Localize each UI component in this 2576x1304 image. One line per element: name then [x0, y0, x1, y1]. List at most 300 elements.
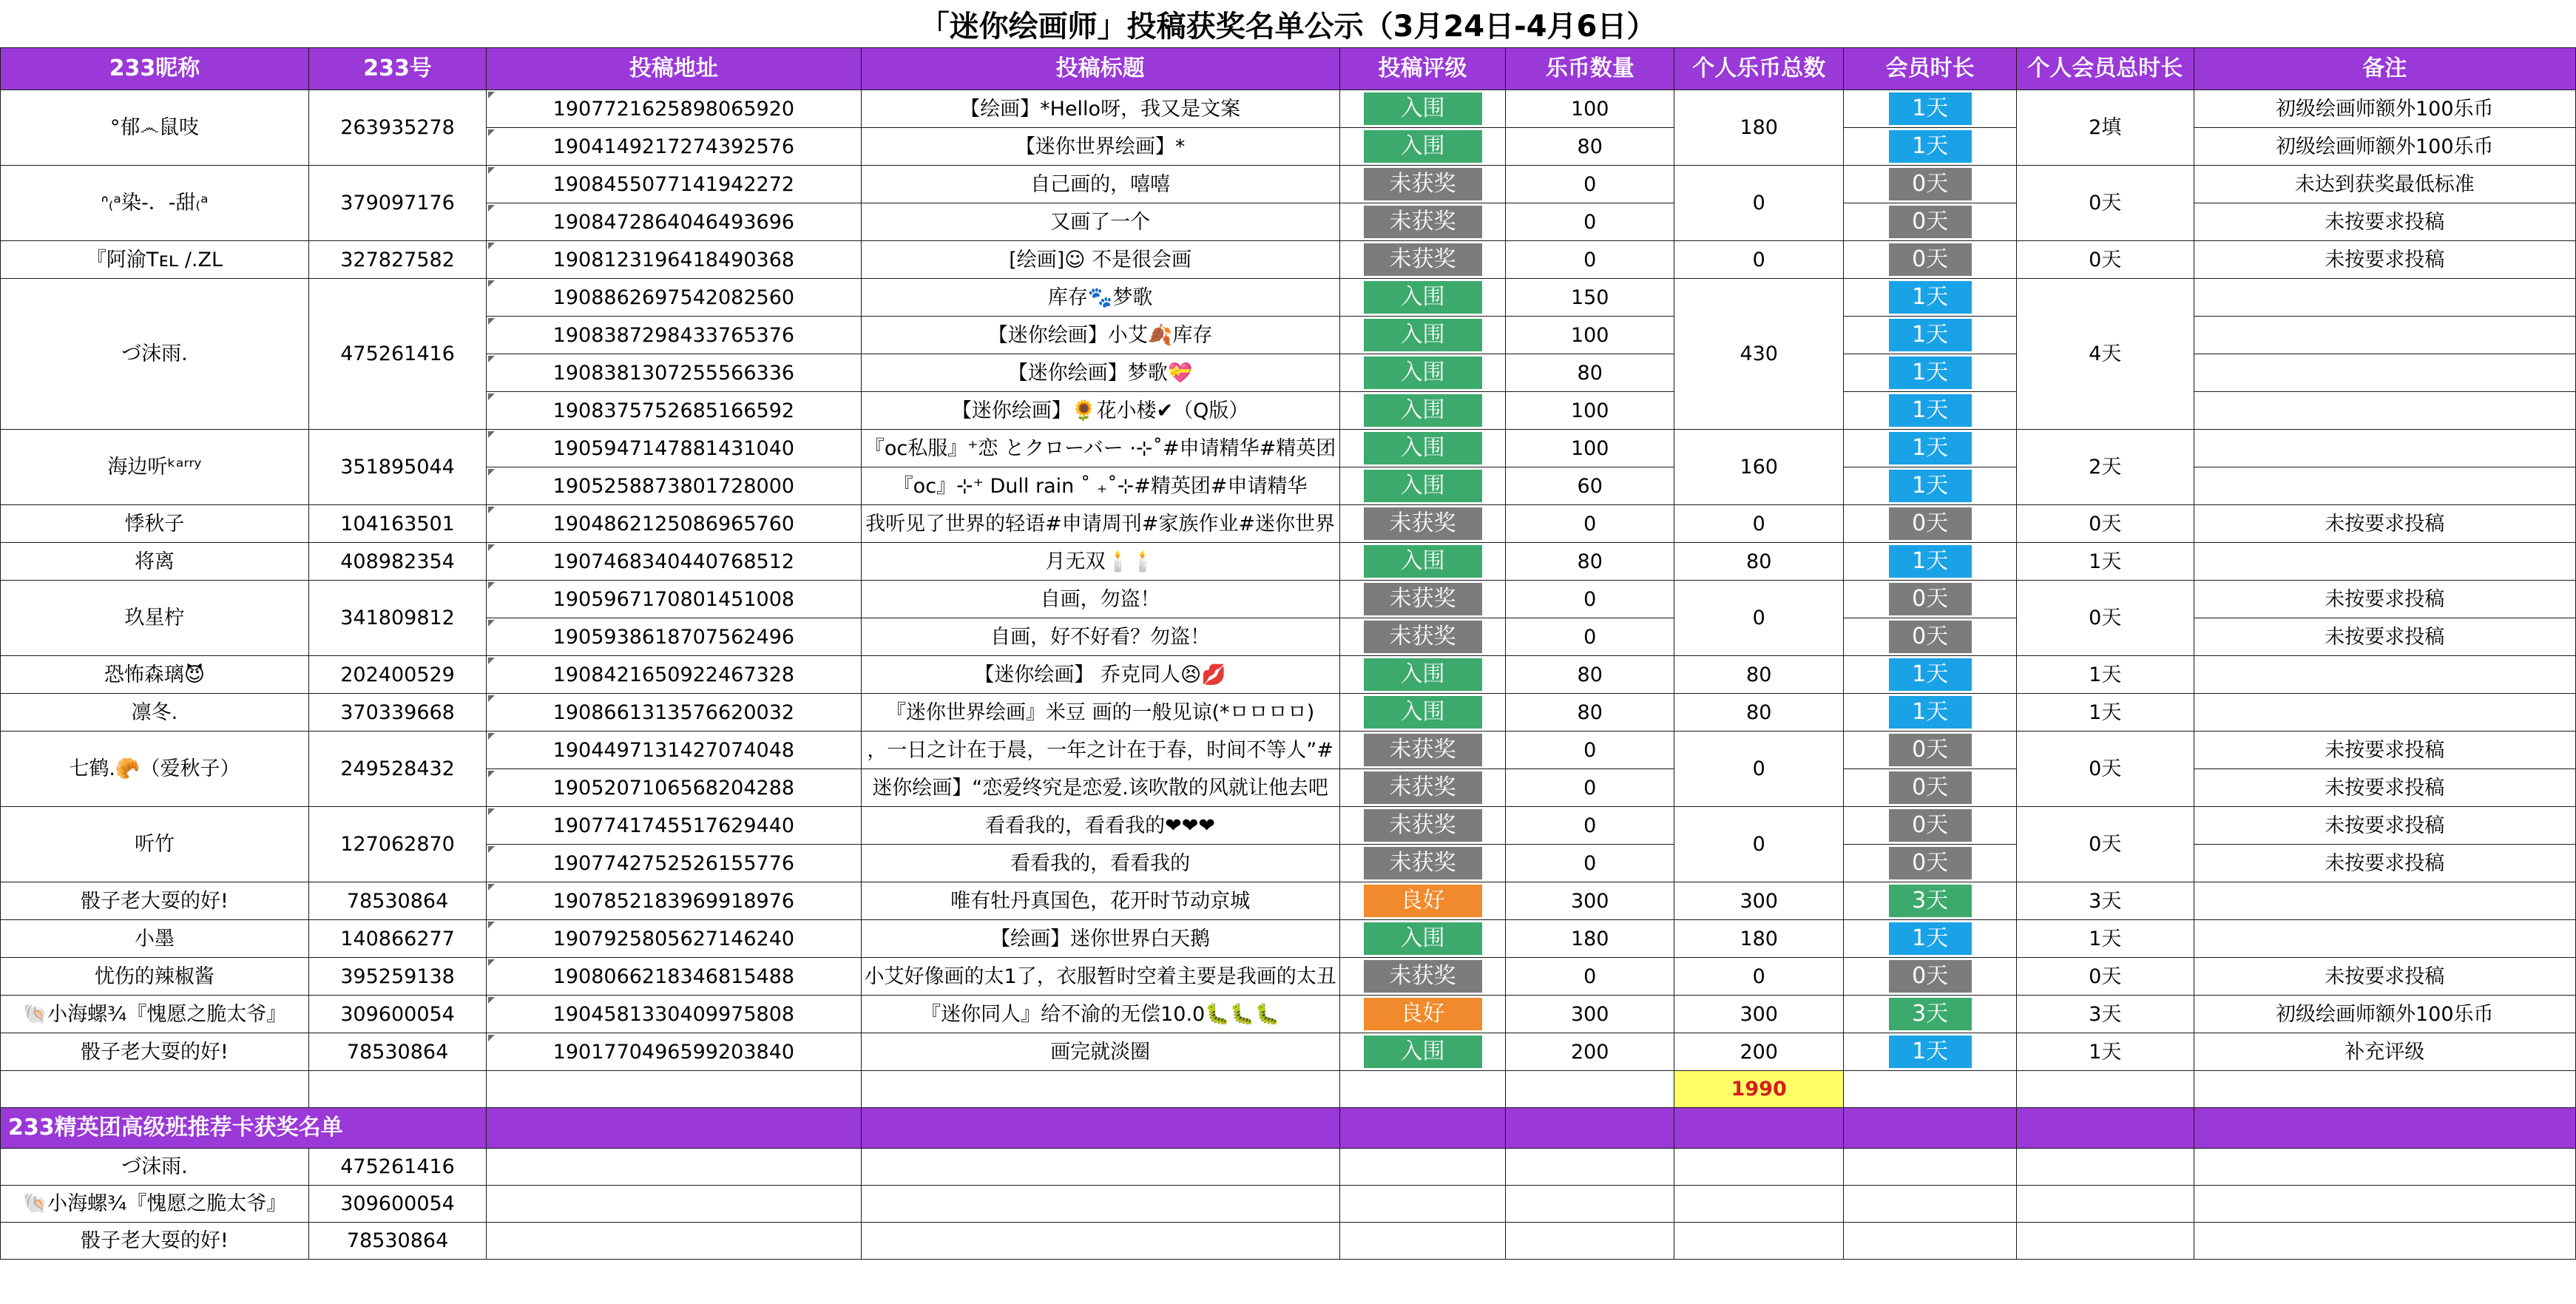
- empty-cell: [1506, 1071, 1674, 1108]
- empty-cell: [2017, 1149, 2194, 1186]
- uid-cell: 351895044: [308, 430, 486, 505]
- uid-cell: 78530864: [308, 882, 486, 920]
- rating-cell: [1339, 505, 1506, 543]
- note-cell: 未按要求投稿: [2194, 845, 2575, 882]
- membership-badge: 1天: [1889, 545, 1972, 578]
- empty-cell: [2194, 1071, 2575, 1108]
- total-coins-cell: 160: [1674, 430, 1844, 505]
- rating-cell: [1339, 996, 1506, 1033]
- membership-cell: [1844, 656, 2017, 694]
- title-cell: 【迷你绘画】🌻花小楼✔（Q版）: [861, 392, 1339, 430]
- rating-cell: [1339, 769, 1506, 807]
- total-coins-cell: 0: [1674, 958, 1844, 996]
- rating-badge: 入围: [1364, 696, 1482, 729]
- title-cell: 『迷你同人』给不渝的无偿10.0🐛🐛🐛: [861, 996, 1339, 1033]
- table-row: [1, 166, 2576, 203]
- nickname-cell: 骰子老大耍的好!: [1, 882, 309, 920]
- column-header: 投稿地址: [487, 48, 861, 90]
- uid-cell: 78530864: [308, 1033, 486, 1071]
- coins-cell: 150: [1506, 279, 1674, 317]
- nickname-cell: 🐚小海螺¾『愧愿之脆太爷』: [1, 1186, 309, 1223]
- nickname-cell: 骰子老大耍的好!: [1, 1223, 309, 1260]
- membership-badge: 1天: [1889, 319, 1972, 351]
- rating-cell: [1339, 392, 1506, 430]
- empty-cell: [2017, 1071, 2194, 1108]
- column-header: 投稿标题: [861, 48, 1339, 90]
- rating-cell: [1339, 920, 1506, 958]
- coins-cell: 80: [1506, 128, 1674, 166]
- title-cell: 我听见了世界的轻语#申请周刊#家族作业#迷你世界: [861, 505, 1339, 543]
- total-coins-cell: 80: [1674, 543, 1844, 581]
- total-membership-cell: 1天: [2017, 543, 2194, 581]
- address-cell[interactable]: 1907741745517629440: [487, 807, 861, 845]
- title-cell: 『oc私服』⁺恋 とクローバー ·⊹˚#申请精华#精英团: [861, 430, 1339, 467]
- empty-cell: [487, 1149, 861, 1186]
- title-cell: 【迷你绘画】梦歌💝: [861, 354, 1339, 392]
- membership-badge: 0天: [1889, 243, 1972, 276]
- nickname-cell: 海边听ᵏᵃʳʳʸ: [1, 430, 309, 505]
- address-cell[interactable]: 1905947147881431040: [487, 430, 861, 467]
- rating-cell: [1339, 845, 1506, 882]
- membership-badge: 0天: [1889, 206, 1972, 238]
- empty-cell: [861, 1186, 1339, 1223]
- note-cell: 初级绘画师额外100乐币: [2194, 996, 2575, 1033]
- empty-cell: [2017, 1223, 2194, 1260]
- nickname-cell: °郁෴鼠吱: [1, 90, 309, 166]
- total-membership-cell: 1天: [2017, 920, 2194, 958]
- table-row: [1, 694, 2576, 732]
- address-cell[interactable]: 1904149217274392576: [487, 128, 861, 166]
- title-cell: ，一日之计在于晨，一年之计在于春，时间不等人”#: [861, 732, 1339, 769]
- rating-cell: [1339, 694, 1506, 732]
- empty-cell: [1844, 1223, 2017, 1260]
- coins-cell: 0: [1506, 807, 1674, 845]
- note-cell: [2194, 430, 2575, 467]
- total-membership-cell: 0天: [2017, 807, 2194, 882]
- nickname-cell: 『阿渝Tᴇʟ /.ZL: [1, 241, 309, 279]
- total-membership-cell: 1天: [2017, 656, 2194, 694]
- title-cell: 迷你绘画】“恋爱终究是恋爱.该吹散的风就让他去吧: [861, 769, 1339, 807]
- membership-badge: 0天: [1889, 847, 1972, 879]
- coins-cell: 100: [1506, 317, 1674, 354]
- rating-badge: 未获奖: [1364, 507, 1482, 540]
- column-header: 会员时长: [1844, 48, 2017, 90]
- rating-cell: [1339, 128, 1506, 166]
- uid-cell: 395259138: [308, 958, 486, 996]
- nickname-cell: 恐怖森璃😈: [1, 656, 309, 694]
- total-coins-cell: 0: [1674, 241, 1844, 279]
- uid-cell: 309600054: [308, 996, 486, 1033]
- address-cell[interactable]: 1908661313576620032: [487, 694, 861, 732]
- note-cell: [2194, 354, 2575, 392]
- note-cell: 未按要求投稿: [2194, 769, 2575, 807]
- membership-badge: 1天: [1889, 432, 1972, 464]
- empty-cell: [2194, 1223, 2575, 1260]
- column-header: 233昵称: [1, 48, 309, 90]
- nickname-cell: 骰子老大耍的好!: [1, 1033, 309, 1071]
- note-cell: 未按要求投稿: [2194, 618, 2575, 656]
- empty-cell: [1339, 1186, 1506, 1223]
- rating-cell: [1339, 958, 1506, 996]
- empty-cell: [861, 1149, 1339, 1186]
- rating-cell: [1339, 581, 1506, 618]
- empty-cell: [487, 1223, 861, 1260]
- address-cell[interactable]: 1904497131427074048: [487, 732, 861, 769]
- note-cell: 未按要求投稿: [2194, 241, 2575, 279]
- rating-cell: [1339, 430, 1506, 467]
- address-cell[interactable]: 1908862697542082560: [487, 279, 861, 317]
- address-cell[interactable]: 1907925805627146240: [487, 920, 861, 958]
- address-cell[interactable]: 1907721625898065920: [487, 90, 861, 128]
- title-cell: 【绘画】迷你世界白天鹅: [861, 920, 1339, 958]
- rating-badge: 入围: [1364, 357, 1482, 389]
- sum-row: [1, 1071, 2576, 1108]
- empty-cell: [487, 1186, 861, 1223]
- total-coins-cell: 180: [1674, 90, 1844, 166]
- total-membership-cell: 0天: [2017, 241, 2194, 279]
- membership-cell: [1844, 128, 2017, 166]
- nickname-cell: 凛冬.: [1, 694, 309, 732]
- empty-cell: [1506, 1186, 1674, 1223]
- table-row: [1, 732, 2576, 769]
- note-cell: 未按要求投稿: [2194, 732, 2575, 769]
- title-cell: 看看我的，看看我的❤❤❤: [861, 807, 1339, 845]
- note-cell: 未按要求投稿: [2194, 505, 2575, 543]
- membership-cell: [1844, 845, 2017, 882]
- note-cell: [2194, 392, 2575, 430]
- coins-cell: 80: [1506, 694, 1674, 732]
- membership-badge: 1天: [1889, 922, 1972, 955]
- section-title: 233精英团高级班推荐卡获奖名单: [1, 1108, 487, 1149]
- note-cell: [2194, 694, 2575, 732]
- title-cell: 『迷你世界绘画』米豆 画的一般见谅(*ㅁㅁㅁㅁ): [861, 694, 1339, 732]
- empty-cell: [2194, 1186, 2575, 1223]
- coins-cell: 100: [1506, 430, 1674, 467]
- rating-cell: [1339, 241, 1506, 279]
- total-coins-cell: 0: [1674, 732, 1844, 807]
- membership-cell: [1844, 90, 2017, 128]
- membership-badge: 1天: [1889, 130, 1972, 163]
- note-cell: 未按要求投稿: [2194, 203, 2575, 241]
- header-row: [1, 48, 2576, 90]
- total-coins-cell: 200: [1674, 1033, 1844, 1071]
- membership-cell: [1844, 430, 2017, 467]
- address-cell[interactable]: 1908066218346815488: [487, 958, 861, 996]
- membership-cell: [1844, 467, 2017, 505]
- total-membership-cell: 2填: [2017, 90, 2194, 166]
- membership-badge: 3天: [1889, 885, 1972, 917]
- membership-cell: [1844, 882, 2017, 920]
- uid-cell: 263935278: [308, 90, 486, 166]
- membership-badge: 0天: [1889, 960, 1972, 993]
- total-coins-cell: 300: [1674, 996, 1844, 1033]
- nickname-cell: 🐚小海螺¾『愧愿之脆太爷』: [1, 996, 309, 1033]
- uid-cell: 370339668: [308, 694, 486, 732]
- title-cell: 【迷你绘画】小艾🍂库存: [861, 317, 1339, 354]
- address-cell[interactable]: 1905967170801451008: [487, 581, 861, 618]
- rating-badge: 入围: [1364, 1036, 1482, 1068]
- rating-badge: 良好: [1364, 998, 1482, 1030]
- uid-cell: 78530864: [308, 1223, 486, 1260]
- coins-cell: 0: [1506, 769, 1674, 807]
- empty-cell: [861, 1223, 1339, 1260]
- uid-cell: 104163501: [308, 505, 486, 543]
- membership-badge: 0天: [1889, 621, 1972, 653]
- membership-cell: [1844, 241, 2017, 279]
- empty-cell: [1339, 1149, 1506, 1186]
- note-cell: 补充评级: [2194, 1033, 2575, 1071]
- total-membership-cell: 3天: [2017, 996, 2194, 1033]
- coins-cell: 200: [1506, 1033, 1674, 1071]
- address-cell[interactable]: 1905207106568204288: [487, 769, 861, 807]
- rating-badge: 未获奖: [1364, 621, 1482, 653]
- uid-cell: 475261416: [308, 1149, 486, 1186]
- total-coins-cell: 0: [1674, 807, 1844, 882]
- membership-badge: 1天: [1889, 394, 1972, 427]
- title-cell: 月无双🕯️🕯️: [861, 543, 1339, 581]
- total-coins-cell: 0: [1674, 581, 1844, 656]
- total-membership-cell: 1天: [2017, 694, 2194, 732]
- rating-badge: 未获奖: [1364, 809, 1482, 842]
- membership-cell: [1844, 317, 2017, 354]
- total-membership-cell: 0天: [2017, 958, 2194, 996]
- table-row: [1, 996, 2576, 1033]
- table-row: [1, 1033, 2576, 1071]
- total-coins-cell: 300: [1674, 882, 1844, 920]
- note-cell: [2194, 543, 2575, 581]
- note-cell: 初级绘画师额外100乐币: [2194, 90, 2575, 128]
- rating-cell: [1339, 166, 1506, 203]
- empty-cell: [1844, 1186, 2017, 1223]
- coins-cell: 0: [1506, 732, 1674, 769]
- total-membership-cell: 0天: [2017, 166, 2194, 241]
- total-coins-cell: 80: [1674, 694, 1844, 732]
- section-header-cell: [2017, 1108, 2194, 1149]
- coins-cell: 0: [1506, 166, 1674, 203]
- rating-badge: 入围: [1364, 130, 1482, 163]
- coins-cell: 100: [1506, 392, 1674, 430]
- total-membership-cell: 4天: [2017, 279, 2194, 430]
- table-row: [1, 807, 2576, 845]
- column-header: 备注: [2194, 48, 2575, 90]
- rating-cell: [1339, 317, 1506, 354]
- membership-cell: [1844, 694, 2017, 732]
- coins-cell: 300: [1506, 996, 1674, 1033]
- title-cell: 小艾好像画的太1了，衣服暂时空着主要是我画的太丑: [861, 958, 1339, 996]
- table-row: [1, 90, 2576, 128]
- title-cell: 自画，勿盗！: [861, 581, 1339, 618]
- rating-cell: [1339, 807, 1506, 845]
- address-cell[interactable]: 1905938618707562496: [487, 618, 861, 656]
- column-header: 投稿评级: [1339, 48, 1506, 90]
- note-cell: 初级绘画师额外100乐币: [2194, 128, 2575, 166]
- section-header-cell: [487, 1108, 861, 1149]
- address-cell[interactable]: 1908123196418490368: [487, 241, 861, 279]
- membership-cell: [1844, 392, 2017, 430]
- address-cell[interactable]: 1908421650922467328: [487, 656, 861, 694]
- title-cell: 库存🐾梦歌: [861, 279, 1339, 317]
- address-cell[interactable]: 1908455077141942272: [487, 166, 861, 203]
- recommend-row: [1, 1223, 2576, 1260]
- uid-cell: 341809812: [308, 581, 486, 656]
- table-row: [1, 241, 2576, 279]
- membership-badge: 1天: [1889, 696, 1972, 729]
- rating-cell: [1339, 656, 1506, 694]
- table-row: [1, 581, 2576, 618]
- coins-cell: 0: [1506, 958, 1674, 996]
- address-cell[interactable]: 1904862125086965760: [487, 505, 861, 543]
- rating-cell: [1339, 90, 1506, 128]
- rating-badge: 未获奖: [1364, 847, 1482, 879]
- membership-badge: 1天: [1889, 1036, 1972, 1068]
- uid-cell: 408982354: [308, 543, 486, 581]
- uid-cell: 202400529: [308, 656, 486, 694]
- address-cell[interactable]: 1908472864046493696: [487, 203, 861, 241]
- title-cell: 【绘画】*Hello呀，我又是文案: [861, 90, 1339, 128]
- membership-cell: [1844, 543, 2017, 581]
- empty-cell: [487, 1071, 861, 1108]
- membership-badge: 1天: [1889, 92, 1972, 125]
- membership-cell: [1844, 203, 2017, 241]
- membership-cell: [1844, 166, 2017, 203]
- address-cell[interactable]: 1907468340440768512: [487, 543, 861, 581]
- nickname-cell: 七鹤.🥐（爱秋子）: [1, 732, 309, 807]
- nickname-cell: 忧伤的辣椒酱: [1, 958, 309, 996]
- membership-badge: 0天: [1889, 507, 1972, 540]
- table-row: [1, 505, 2576, 543]
- table-row: [1, 920, 2576, 958]
- uid-cell: 379097176: [308, 166, 486, 241]
- rating-cell: [1339, 1033, 1506, 1071]
- total-coins-cell: 0: [1674, 505, 1844, 543]
- membership-cell: [1844, 996, 2017, 1033]
- coins-cell: 80: [1506, 543, 1674, 581]
- note-cell: [2194, 656, 2575, 694]
- membership-cell: [1844, 920, 2017, 958]
- empty-cell: [1674, 1186, 1844, 1223]
- note-cell: 未达到获奖最低标准: [2194, 166, 2575, 203]
- address-cell[interactable]: 1907742752526155776: [487, 845, 861, 882]
- column-header: 个人会员总时长: [2017, 48, 2194, 90]
- uid-cell: 127062870: [308, 807, 486, 882]
- rating-badge: 未获奖: [1364, 771, 1482, 804]
- coins-cell: 100: [1506, 90, 1674, 128]
- membership-badge: 0天: [1889, 809, 1972, 842]
- address-cell[interactable]: 1908387298433765376: [487, 317, 861, 354]
- total-membership-cell: 0天: [2017, 581, 2194, 656]
- empty-cell: [1674, 1149, 1844, 1186]
- nickname-cell: づ沫雨.: [1, 279, 309, 430]
- address-cell[interactable]: 1908375752685166592: [487, 392, 861, 430]
- membership-badge: 1天: [1889, 470, 1972, 502]
- coins-sum-cell: 1990: [1674, 1071, 1844, 1108]
- note-cell: [2194, 317, 2575, 354]
- empty-cell: [1844, 1149, 2017, 1186]
- membership-cell: [1844, 279, 2017, 317]
- page-title: 「迷你绘画师」投稿获奖名单公示（3月24日-4月6日）: [919, 9, 1657, 44]
- rating-badge: 入围: [1364, 658, 1482, 691]
- coins-cell: 0: [1506, 581, 1674, 618]
- rating-cell: [1339, 618, 1506, 656]
- title-cell: 唯有牡丹真国色，花开时节动京城: [861, 882, 1339, 920]
- title-cell: 画完就淡圈: [861, 1033, 1339, 1071]
- rating-cell: [1339, 467, 1506, 505]
- membership-badge: 3天: [1889, 998, 1972, 1030]
- note-cell: [2194, 279, 2575, 317]
- note-cell: [2194, 467, 2575, 505]
- empty-cell: [1506, 1223, 1674, 1260]
- section-header-row: [1, 1108, 2576, 1149]
- column-header: 乐币数量: [1506, 48, 1674, 90]
- coins-cell: 0: [1506, 505, 1674, 543]
- membership-cell: [1844, 769, 2017, 807]
- rating-badge: 入围: [1364, 545, 1482, 578]
- address-cell[interactable]: 1901770496599203840: [487, 1033, 861, 1071]
- rating-badge: 入围: [1364, 92, 1482, 125]
- section-header-cell: [1844, 1108, 2017, 1149]
- note-cell: 未按要求投稿: [2194, 807, 2575, 845]
- address-cell[interactable]: 1907852183969918976: [487, 882, 861, 920]
- empty-cell: [2017, 1186, 2194, 1223]
- title-cell: 【迷你绘画】 乔克同人😣💋: [861, 656, 1339, 694]
- rating-cell: [1339, 203, 1506, 241]
- note-cell: [2194, 882, 2575, 920]
- total-coins-cell: 80: [1674, 656, 1844, 694]
- coins-cell: 80: [1506, 354, 1674, 392]
- coins-cell: 80: [1506, 656, 1674, 694]
- rating-cell: [1339, 354, 1506, 392]
- empty-cell: [308, 1071, 486, 1108]
- address-cell[interactable]: 1904581330409975808: [487, 996, 861, 1033]
- nickname-cell: 小墨: [1, 920, 309, 958]
- note-cell: 未按要求投稿: [2194, 958, 2575, 996]
- note-cell: [2194, 920, 2575, 958]
- title-cell: [绘画]☺ 不是很会画: [861, 241, 1339, 279]
- title-cell: 又画了一个: [861, 203, 1339, 241]
- uid-cell: 327827582: [308, 241, 486, 279]
- total-membership-cell: 1天: [2017, 1033, 2194, 1071]
- membership-cell: [1844, 732, 2017, 769]
- address-cell[interactable]: 1905258873801728000: [487, 467, 861, 505]
- total-coins-cell: 180: [1674, 920, 1844, 958]
- rating-badge: 未获奖: [1364, 960, 1482, 993]
- rating-badge: 未获奖: [1364, 168, 1482, 200]
- empty-cell: [861, 1071, 1339, 1108]
- column-header: 个人乐币总数: [1674, 48, 1844, 90]
- coins-cell: 0: [1506, 618, 1674, 656]
- membership-cell: [1844, 958, 2017, 996]
- rating-badge: 入围: [1364, 922, 1482, 955]
- coins-cell: 60: [1506, 467, 1674, 505]
- uid-cell: 475261416: [308, 279, 486, 430]
- recommend-row: [1, 1149, 2576, 1186]
- note-cell: 未按要求投稿: [2194, 581, 2575, 618]
- table-row: [1, 958, 2576, 996]
- award-table: [0, 47, 2576, 1260]
- membership-badge: 1天: [1889, 658, 1972, 691]
- empty-cell: [1674, 1223, 1844, 1260]
- title-cell: 【迷你世界绘画】*: [861, 128, 1339, 166]
- uid-cell: 249528432: [308, 732, 486, 807]
- section-header-cell: [2194, 1108, 2575, 1149]
- address-cell[interactable]: 1908381307255566336: [487, 354, 861, 392]
- total-membership-cell: 0天: [2017, 732, 2194, 807]
- table-row: [1, 656, 2576, 694]
- recommend-row: [1, 1186, 2576, 1223]
- membership-cell: [1844, 618, 2017, 656]
- coins-cell: 180: [1506, 920, 1674, 958]
- rating-badge: 良好: [1364, 885, 1482, 917]
